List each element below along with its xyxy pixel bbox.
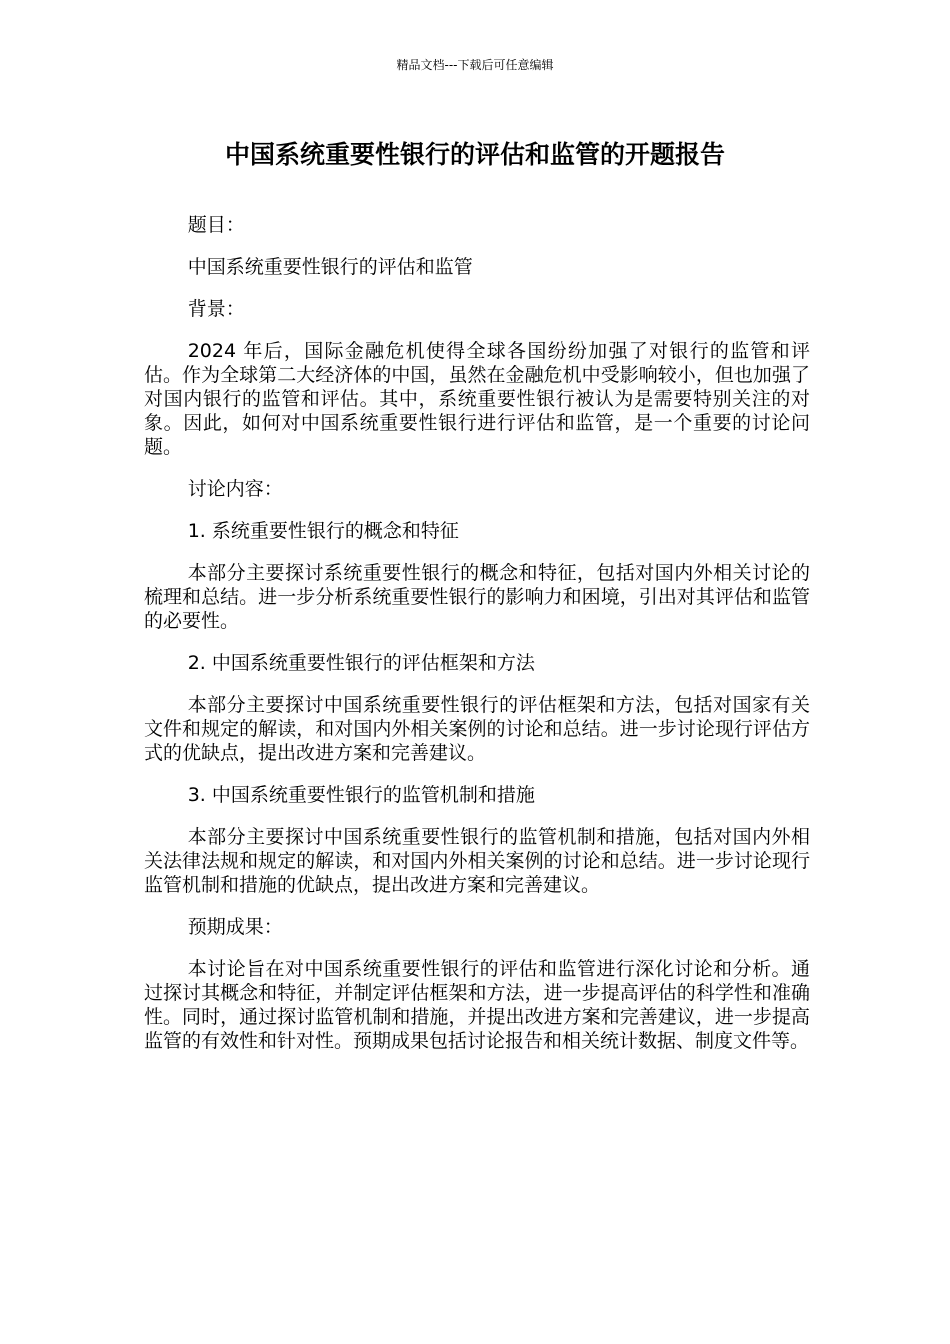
section-paragraph-1: 本部分主要探讨系统重要性银行的概念和特征，包括对国内外相关讨论的梳理和总结。进一步分析系统重要性银行的影响力和困境，引出对其评估和监管的必要性。 — [144, 562, 810, 632]
label-discussion: 讨论内容： — [187, 478, 283, 500]
page-header: 精品文档---下载后可任意编辑 — [396, 58, 554, 72]
section-paragraph-3: 本部分主要探讨中国系统重要性银行的监管机制和措施，包括对国内外相关法律法规和规定的解读，和对国内外相关案例的讨论和总结。进一步讨论现行监管机制和措施的优缺点，提出改进方案和完善建议。 — [144, 826, 810, 896]
topic-text: 中国系统重要性银行的评估和监管 — [187, 256, 473, 278]
document-body — [144, 213, 810, 1071]
label-topic: 题目： — [187, 214, 245, 236]
label-expected-results: 预期成果： — [187, 916, 283, 938]
label-background: 背景： — [187, 298, 245, 320]
section-heading-2: 2. 中国系统重要性银行的评估框架和方法 — [187, 652, 535, 674]
background-paragraph: 2024 年后，国际金融危机使得全球各国纷纷加强了对银行的监管和评估。作为全球第二大经济体的中国，虽然在金融危机中受影响较小，但也加强了对国内银行的监管和评估。其中，系统重要性银行被认为是需要特别关注的对象。因此，如何对中国系统重要性银行进行评估和监管，是一个重要的讨论问题。 — [144, 340, 810, 458]
section-heading-1: 1. 系统重要性银行的概念和特征 — [187, 520, 459, 542]
document-title: 中国系统重要性银行的评估和监管的开题报告 — [224, 140, 725, 169]
section-heading-3: 3. 中国系统重要性银行的监管机制和措施 — [187, 784, 535, 806]
expected-results-paragraph: 本讨论旨在对中国系统重要性银行的评估和监管进行深化讨论和分析。通过探讨其概念和特征，并制定评估框架和方法，进一步提高评估的科学性和准确性。同时，通过探讨监管机制和措施，并提出改进方案和完善建议，进一步提高监管的有效性和针对性。预期成果包括讨论报告和相关统计数据、制度文件等。 — [144, 958, 810, 1052]
section-paragraph-2: 本部分主要探讨中国系统重要性银行的评估框架和方法，包括对国家有关文件和规定的解读，和对国内外相关案例的讨论和总结。进一步讨论现行评估方式的优缺点，提出改进方案和完善建议。 — [144, 694, 810, 764]
